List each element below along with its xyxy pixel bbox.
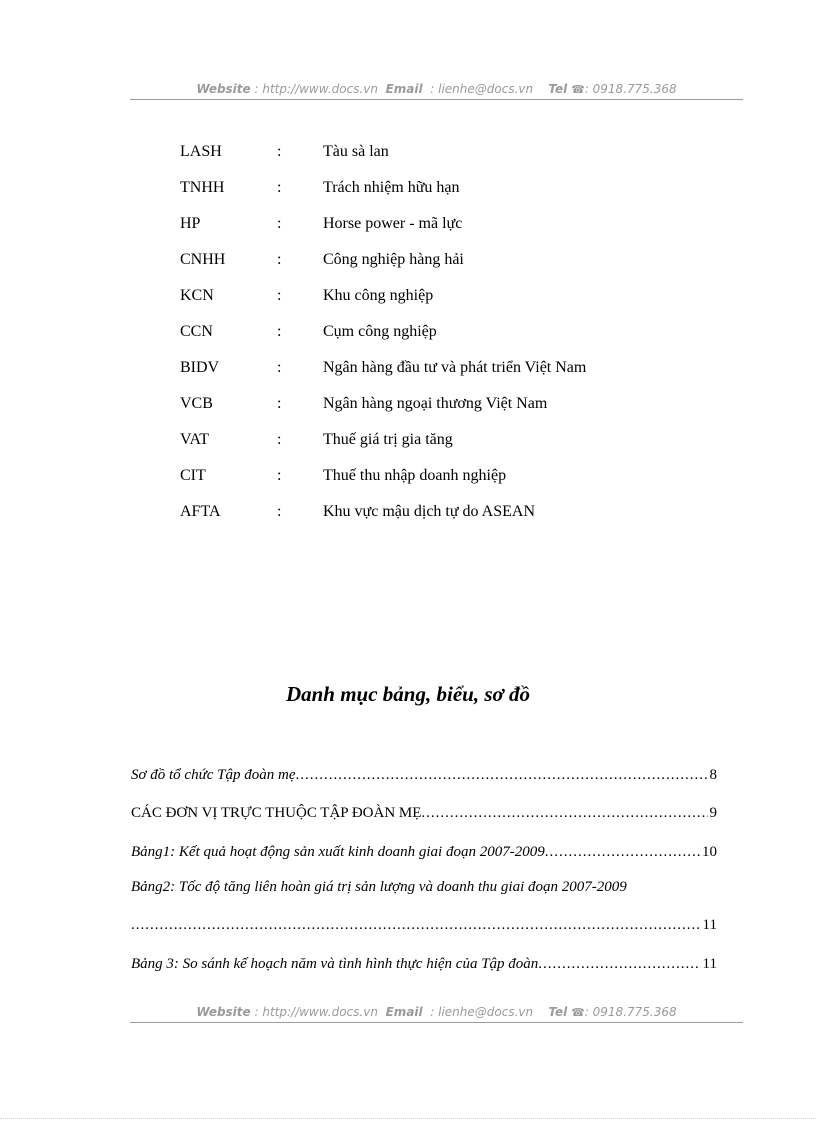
- abbr-meaning: Trách nhiệm hữu hạn: [323, 179, 460, 196]
- abbr-colon: :: [277, 251, 282, 268]
- toc-title: CÁC ĐƠN VỊ TRỰC THUỘC TẬP ĐOÀN MẸ: [131, 805, 422, 821]
- abbr-meaning: Khu công nghiệp: [323, 287, 434, 304]
- abbr-code: VCB: [180, 395, 213, 412]
- abbr-meaning: Thuế giá trị gia tăng: [323, 431, 453, 448]
- abbr-code: CIT: [180, 467, 206, 484]
- toc-page: 11: [702, 956, 717, 972]
- abbr-meaning: Công nghiệp hàng hải: [323, 251, 464, 268]
- abbr-code: VAT: [180, 431, 210, 448]
- abbr-colon: :: [277, 431, 282, 448]
- website-value[interactable]: : http://www.docs.vn: [254, 82, 378, 96]
- tel-label: Tel: [548, 82, 568, 96]
- abbr-code: BIDV: [180, 359, 220, 376]
- abbr-meaning: Thuế thu nhập doanh nghiệp: [323, 467, 507, 484]
- toc-leader: [545, 840, 700, 864]
- toc-leader: [131, 913, 701, 937]
- toc-entry-title-line[interactable]: [131, 875, 717, 899]
- abbr-meaning: Khu vực mậu dịch tự do ASEAN: [323, 503, 535, 520]
- abbr-colon: :: [277, 359, 282, 376]
- toc-entry[interactable]: [131, 763, 717, 787]
- website-value[interactable]: : http://www.docs.vn: [254, 1005, 378, 1019]
- toc-leader: [538, 952, 700, 976]
- abbr-code: TNHH: [180, 179, 225, 196]
- footer-rule: [130, 1022, 743, 1023]
- abbr-meaning: Ngân hàng đầu tư và phát triển Việt Nam: [323, 359, 587, 376]
- toc-page: 10: [702, 844, 717, 860]
- email-label: Email: [385, 82, 423, 96]
- abbr-colon: :: [277, 215, 282, 232]
- toc-page: 11: [702, 917, 717, 933]
- page-footer: [130, 1005, 743, 1019]
- abbr-code: HP: [180, 215, 201, 232]
- abbr-code: KCN: [180, 287, 214, 304]
- toc-title: Sơ đồ tổ chức Tập đoàn mẹ: [131, 767, 296, 783]
- toc-page: 9: [709, 805, 717, 821]
- email-value[interactable]: : lienhe@docs.vn: [430, 1005, 534, 1019]
- abbr-colon: :: [277, 179, 282, 196]
- toc-title: Bảng1: Kết quả hoạt động sản xuất kinh doanh giai đoạn 2007-2009: [131, 844, 545, 860]
- phone-icon: ☎: [571, 83, 585, 96]
- email-label: Email: [385, 1005, 423, 1019]
- phone-icon: ☎: [571, 1006, 585, 1019]
- section-title: Danh mục bảng, biểu, sơ đồ: [285, 682, 531, 706]
- abbr-meaning: Cụm công nghiệp: [323, 323, 437, 340]
- abbr-colon: :: [277, 287, 282, 304]
- abbr-code: CNHH: [180, 251, 226, 268]
- abbr-colon: :: [277, 467, 282, 484]
- toc-entry[interactable]: [131, 952, 717, 976]
- abbr-code: AFTA: [180, 503, 221, 520]
- page-header: [130, 82, 743, 96]
- toc-entry[interactable]: [131, 913, 717, 937]
- toc-entry[interactable]: [131, 801, 717, 825]
- abbr-code: CCN: [180, 323, 213, 340]
- tel-value: : 0918.775.368: [584, 1005, 677, 1019]
- page-edge-divider: [0, 1118, 816, 1119]
- tel-label: Tel: [548, 1005, 568, 1019]
- abbr-code: LASH: [180, 143, 222, 160]
- abbr-meaning: Tàu sà lan: [323, 143, 389, 160]
- toc-title: Bảng2: Tốc độ tăng liên hoàn giá trị sản lượng và doanh thu giai đoạn 2007-2009: [131, 879, 627, 895]
- abbr-colon: :: [277, 503, 282, 520]
- toc-title: Bảng 3: So sánh kế hoạch năm và tình hình thực hiện của Tập đoàn: [131, 956, 539, 972]
- header-rule: [130, 99, 743, 100]
- tel-value: : 0918.775.368: [584, 82, 677, 96]
- website-label: Website: [196, 1005, 251, 1019]
- abbr-meaning: Ngân hàng ngoại thương Việt Nam: [323, 395, 548, 412]
- website-label: Website: [196, 82, 251, 96]
- abbr-meaning: Horse power - mã lực: [323, 215, 463, 232]
- email-value[interactable]: : lienhe@docs.vn: [430, 82, 534, 96]
- toc-leader: [421, 801, 707, 825]
- abbr-colon: :: [277, 143, 282, 160]
- toc-page: 8: [709, 767, 717, 783]
- toc-entry[interactable]: [131, 840, 717, 864]
- abbr-colon: :: [277, 395, 282, 412]
- toc-leader: [296, 763, 708, 787]
- abbr-colon: :: [277, 323, 282, 340]
